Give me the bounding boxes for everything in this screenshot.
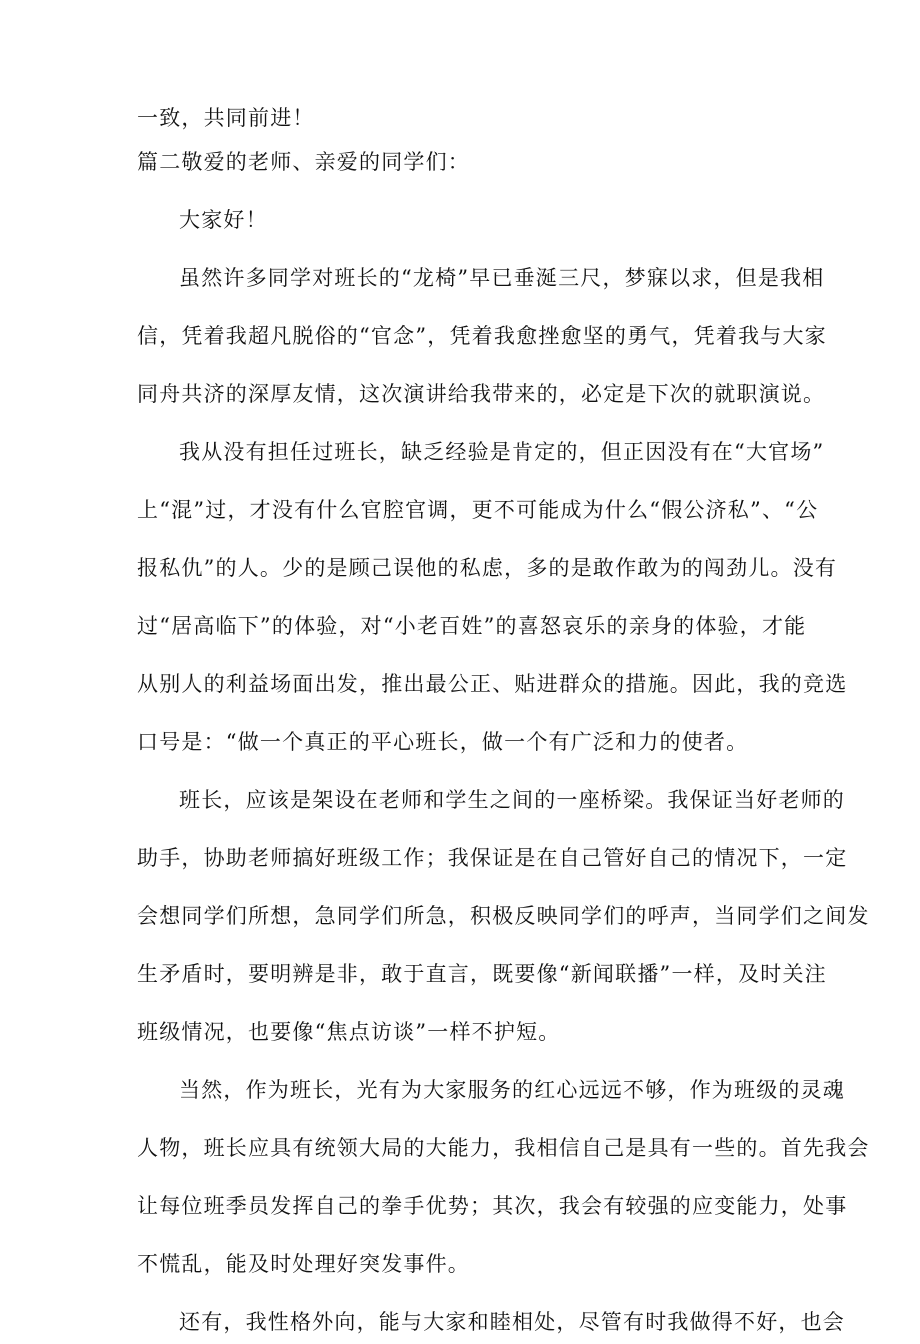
text-line: 过“居高临下”的体验，对“小老百姓”的喜怒哀乐的亲身的体验，才能 <box>137 614 807 638</box>
text-line: 助手，协助老师搞好班级工作；我保证是在自己管好自己的情况下，一定 <box>137 846 848 870</box>
text-line: 一致，共同前进！ <box>137 106 315 130</box>
text-line: 从别人的利益场面出发，推出最公正、贴进群众的措施。因此，我的竞选 <box>137 672 848 696</box>
text-line: 当然，作为班长，光有为大家服务的红心远远不够，作为班级的灵魂 <box>179 1078 845 1102</box>
text-line: 同舟共济的深厚友情，这次演讲给我带来的，必定是下次的就职演说。 <box>137 382 826 406</box>
text-line: 人物，班长应具有统领大局的大能力，我相信自己是具有一些的。首先我会 <box>137 1136 870 1160</box>
text-line: 口号是：“做一个真正的平心班长，做一个有广泛和力的使者。 <box>137 730 749 754</box>
document-body <box>137 96 870 1344</box>
text-line: 生矛盾时，要明辨是非，敢于直言，既要像“新闻联播”一样，及时关注 <box>137 962 827 986</box>
text-line: 让每位班季员发挥自己的拳手优势；其次，我会有较强的应变能力，处事 <box>137 1194 848 1218</box>
text-line: 不慌乱，能及时处理好突发事件。 <box>137 1252 470 1276</box>
text-line: 还有，我性格外向，能与大家和睦相处，尽管有时我做得不好，也会 <box>179 1310 845 1334</box>
text-line: 会想同学们所想，急同学们所急，积极反映同学们的呼声，当同学们之间发 <box>137 904 870 928</box>
text-line: 我从没有担任过班长，缺乏经验是肯定的，但正因没有在“大官场” <box>179 440 825 464</box>
text-line: 上“混”过，才没有什么官腔官调，更不可能成为什么“假公济私”、“公 <box>137 498 819 522</box>
text-line: 信，凭着我超凡脱俗的“官念”，凭着我愈挫愈坚的勇气，凭着我与大家 <box>137 324 827 348</box>
text-line: 虽然许多同学对班长的“龙椅”早已垂涎三尺，梦寐以求，但是我相 <box>179 266 825 290</box>
text-line: 报私仇”的人。少的是顾己误他的私虑，多的是敢作敢为的闯劲儿。没有 <box>137 556 838 580</box>
text-line: 班长，应该是架设在老师和学生之间的一座桥梁。我保证当好老师的 <box>179 788 845 812</box>
greeting-line: 大家好！ <box>179 208 268 232</box>
text-line: 班级情况，也要像“焦点访谈”一样不护短。 <box>137 1020 561 1044</box>
section-heading: 篇二敬爱的老师、亲爱的同学们： <box>137 150 470 174</box>
